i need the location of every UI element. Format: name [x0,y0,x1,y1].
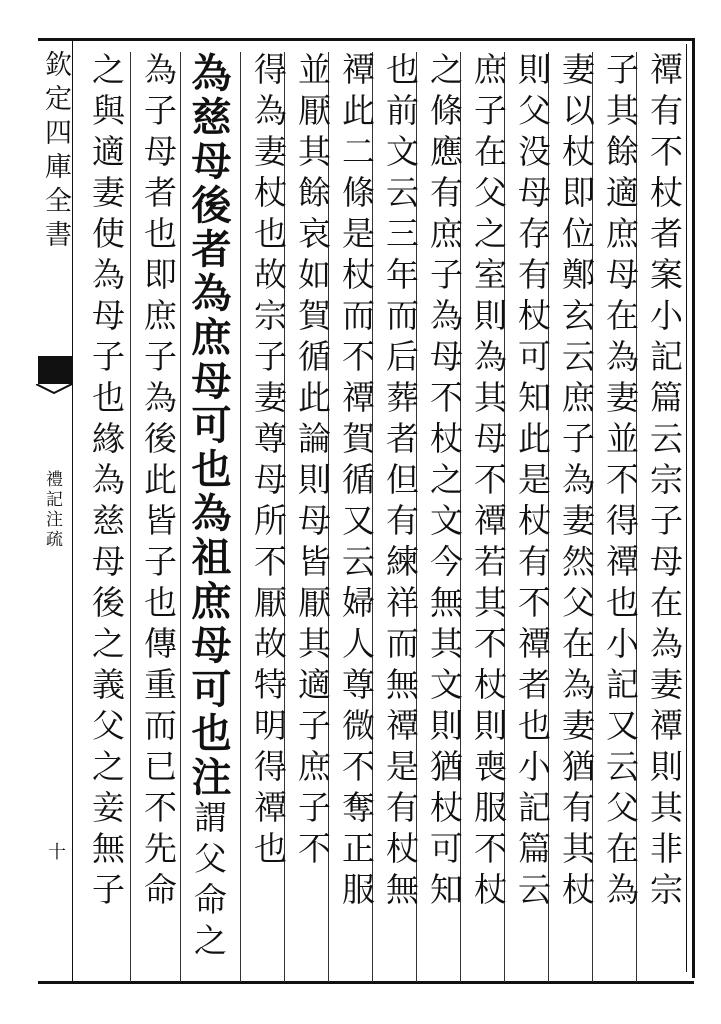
chapter-title: 禮記注疏 [42,470,62,550]
text-columns [80,52,684,972]
main-text-column [185,52,232,972]
text-column: 妻以杖即位鄭玄云庶子為妻然父在為妻猶有其杖 [557,52,596,913]
text-column: 得為妻杖也故宗子妻尊母所不厭故特明得禫也 [249,52,288,872]
book-title: 欽定四庫全書 [40,50,71,254]
column-rule [180,52,181,982]
fish-tail-mark [38,356,72,384]
text-column: 並厭其餘哀如賀循此論則母皆厭其適子庶子不 [293,52,332,872]
frame-right-inner-rule [686,44,687,972]
text-column: 也前文云三年而后葬者但有練祥而無禫是有杖無 [381,52,420,913]
fish-tail-chevron [36,384,72,394]
text-column: 禫有不杖者案小記篇云宗子母在為妻禫則其非宗 [645,52,684,913]
text-column: 子其餘適庶母在為妻並不得禫也小記又云父在為 [601,52,640,913]
column-rule [130,52,131,982]
frame-right-rule [692,38,695,978]
text-column: 為子母者也即庶子為後此皆子也傳重而已不先命 [139,52,178,913]
folio-number: 十 [48,842,66,863]
text-column: 庶子在父之室則為其母不禫若其不杖則喪服不杖 [469,52,508,913]
text-column: 則父没母存有杖可知此是杖有不禫者也小記篇云 [513,52,552,913]
column-rule [240,52,241,982]
text-column: 之與適妻使為母子也緣為慈母後之義父之妾無子 [87,52,126,913]
text-column: 禫此二條是杖而不禫賀循又云婦人尊微不奪正服 [337,52,376,913]
classic-text: 為慈母後者為庶母可也為祖庶母可也注 [185,52,232,800]
text-column: 之條應有庶子為母不杖之文今無其文則猶杖可知 [425,52,464,913]
margin-strip [38,38,73,981]
commentary-text: 謂父命之 [189,800,228,964]
